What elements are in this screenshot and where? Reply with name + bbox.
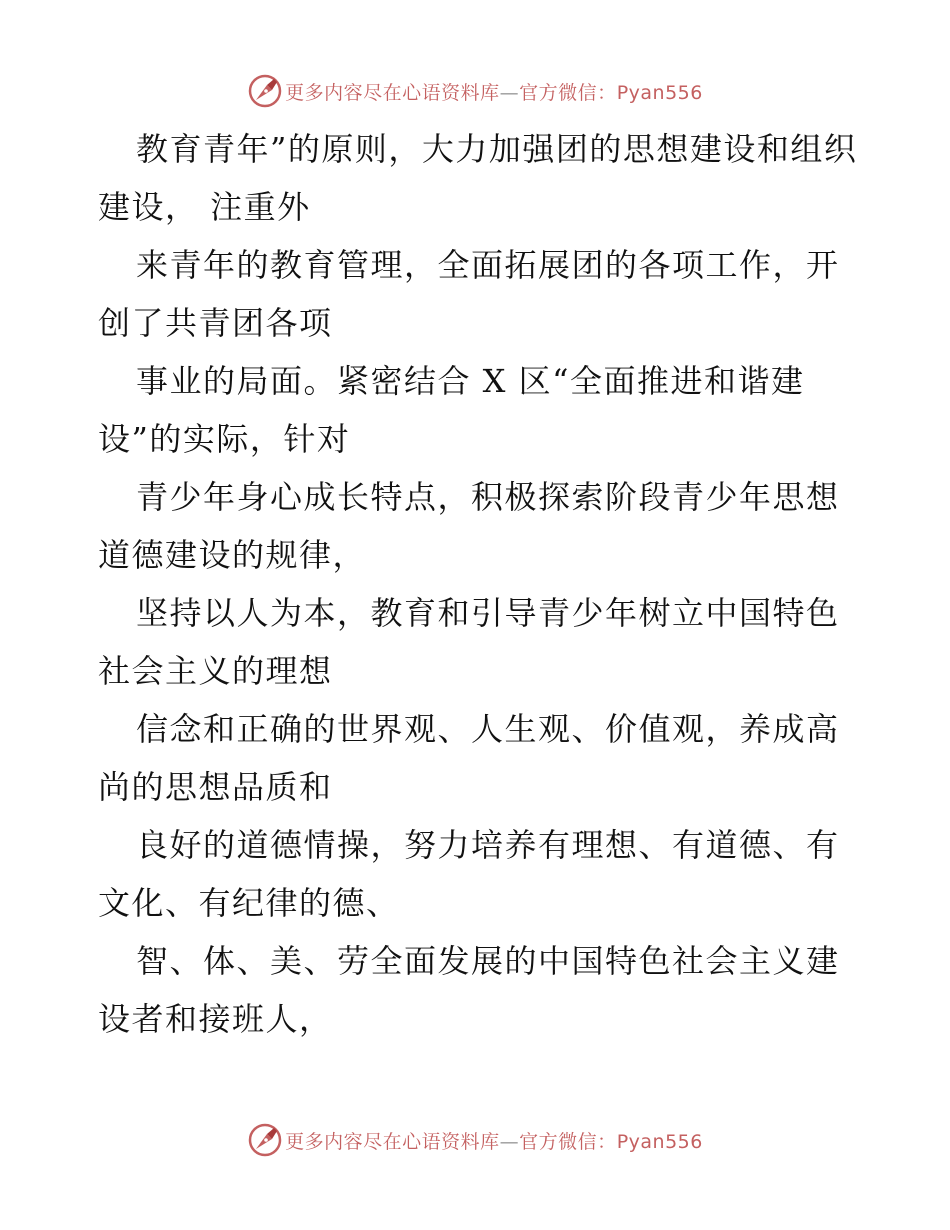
footer-banner-wechat-id: Pyan556: [616, 1130, 703, 1153]
pen-nib-logo-icon: [247, 1122, 283, 1158]
header-banner: [0, 71, 950, 111]
document-body: [98, 120, 858, 1048]
paragraph: 良好的道德情操，努力培养有理想、有道德、有文化、有纪律的德、: [98, 826, 840, 922]
paragraph: 青少年身心成长特点，积极探索阶段青少年思想道德建设的规律，: [98, 478, 840, 574]
paragraph: 教育青年”的原则，大力加强团的思想建设和组织建设， 注重外: [98, 130, 858, 226]
paragraph: 事业的局面。紧密结合 X 区“全面推进和谐建设”的实际，针对: [98, 362, 805, 458]
paragraph: 智、体、美、劳全面发展的中国特色社会主义建设者和接班人，: [98, 942, 840, 1038]
header-banner-wechat-id: Pyan556: [616, 81, 703, 104]
paragraph: 信念和正确的世界观、人生观、价值观，养成高尚的思想品质和: [98, 710, 840, 806]
footer-banner-separator: —: [499, 1130, 520, 1153]
pen-nib-logo-icon: [247, 73, 283, 109]
paragraph: 来青年的教育管理，全面拓展团的各项工作，开创了共青团各项: [98, 246, 840, 342]
footer-banner: [0, 1120, 950, 1160]
header-banner-slogan: 更多内容尽在心语资料库: [285, 81, 500, 104]
paragraph: 坚持以人为本，教育和引导青少年树立中国特色社会主义的理想: [98, 594, 840, 690]
header-banner-separator: —: [499, 81, 520, 104]
footer-banner-text: [285, 1127, 703, 1154]
footer-banner-slogan: 更多内容尽在心语资料库: [285, 1130, 500, 1153]
header-banner-text: [285, 78, 703, 105]
header-banner-wechat-label: 官方微信：: [519, 81, 617, 104]
footer-banner-wechat-label: 官方微信：: [519, 1130, 617, 1153]
